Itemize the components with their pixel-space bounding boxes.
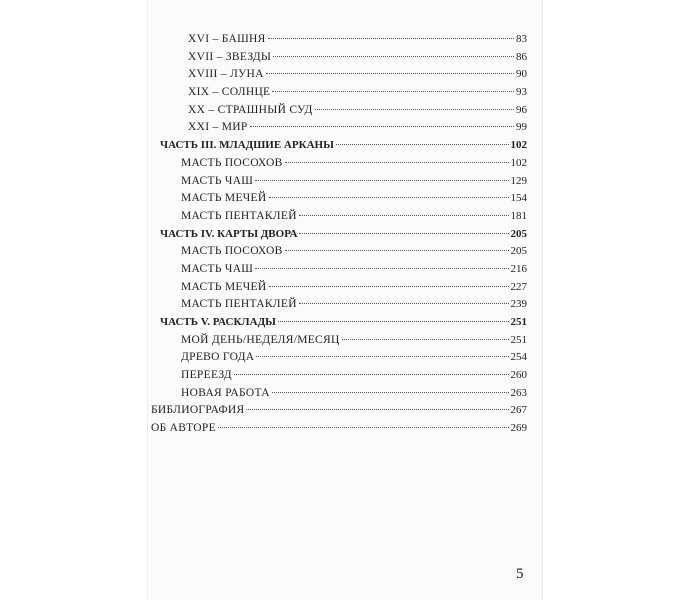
toc-entry-page: 83 bbox=[516, 33, 527, 45]
dot-leader bbox=[256, 356, 508, 357]
toc-entry-page: 86 bbox=[516, 50, 527, 63]
dot-leader bbox=[336, 144, 509, 145]
toc-entry-page: 96 bbox=[516, 103, 527, 116]
dot-leader bbox=[285, 250, 509, 251]
toc-entry-label: МАСТЬ МЕЧЕЙ bbox=[181, 280, 267, 293]
toc-entry-label: XVI – БАШНЯ bbox=[188, 33, 266, 45]
dot-leader bbox=[234, 374, 509, 375]
toc-entry bbox=[148, 334, 542, 352]
toc-entry-page: 251 bbox=[510, 316, 527, 328]
toc-entry-page: 99 bbox=[516, 121, 527, 134]
toc-entry-label: МАСТЬ ЧАШ bbox=[181, 262, 254, 275]
toc-entry-label: ОБ АВТОРЕ bbox=[151, 422, 216, 435]
toc-entry-page: 102 bbox=[510, 156, 527, 169]
toc-entry bbox=[148, 281, 542, 299]
toc-entry bbox=[148, 422, 542, 440]
dot-leader bbox=[255, 268, 508, 269]
toc-entry-page: 205 bbox=[510, 245, 527, 258]
toc-entry bbox=[148, 68, 542, 86]
toc-entry-page: 227 bbox=[510, 280, 527, 293]
toc-entry-label: ЧАСТЬ III. МЛАДШИЕ АРКАНЫ bbox=[160, 139, 334, 152]
dot-leader bbox=[285, 162, 509, 163]
toc-entry bbox=[148, 104, 542, 122]
dot-leader bbox=[268, 38, 514, 39]
dot-leader bbox=[299, 215, 509, 216]
toc-entry-page: 260 bbox=[510, 369, 527, 382]
toc-entry-label: МАСТЬ ПОСОХОВ bbox=[181, 245, 283, 258]
dot-leader bbox=[218, 427, 509, 428]
toc-entry bbox=[148, 387, 542, 405]
toc-entry-page: 263 bbox=[510, 386, 527, 399]
dot-leader bbox=[266, 73, 514, 74]
toc-entry-label: БИБЛИОГРАФИЯ bbox=[151, 404, 245, 417]
toc-entry-page: 102 bbox=[510, 139, 527, 152]
toc-entry-page: 239 bbox=[510, 298, 527, 311]
dot-leader bbox=[250, 126, 514, 127]
toc-entry-page: 251 bbox=[510, 333, 527, 346]
toc-entry-page: 254 bbox=[510, 351, 527, 364]
toc-entry bbox=[148, 404, 542, 422]
toc-entry bbox=[148, 175, 542, 193]
toc-entry bbox=[148, 298, 542, 316]
toc-entry-label: XVIII – ЛУНА bbox=[188, 68, 264, 81]
dot-leader bbox=[255, 180, 508, 181]
toc-entry-page: 93 bbox=[516, 86, 527, 99]
toc-entry-label: МАСТЬ ПЕНТАКЛЕЙ bbox=[181, 209, 297, 222]
toc-entry-label: ДРЕВО ГОДА bbox=[181, 351, 255, 364]
toc-entry-label: МОЙ ДЕНЬ/НЕДЕЛЯ/МЕСЯЦ bbox=[181, 333, 340, 346]
toc-entry bbox=[148, 157, 542, 175]
dot-leader bbox=[278, 321, 509, 322]
toc-entry-page: 154 bbox=[510, 192, 527, 205]
dot-leader bbox=[272, 91, 514, 92]
toc-entry-label: XIX – СОЛНЦЕ bbox=[188, 86, 271, 99]
toc-entry bbox=[148, 86, 542, 104]
toc-entry-label: НОВАЯ РАБОТА bbox=[181, 386, 270, 399]
page-number: 5 bbox=[516, 566, 524, 582]
toc-entry-page: 269 bbox=[510, 422, 527, 435]
toc-entry bbox=[148, 192, 542, 210]
book-page bbox=[148, 0, 542, 600]
dot-leader bbox=[269, 197, 509, 198]
toc-part-heading bbox=[148, 316, 542, 334]
toc-entry bbox=[148, 245, 542, 263]
toc-entry-page: 267 bbox=[510, 404, 527, 417]
dot-leader bbox=[269, 286, 509, 287]
toc-entry bbox=[148, 33, 542, 51]
toc-entry-page: 181 bbox=[510, 209, 527, 222]
toc-entry-label: ПЕРЕЕЗД bbox=[181, 369, 232, 382]
dot-leader bbox=[246, 409, 508, 410]
toc-part-heading bbox=[148, 228, 542, 246]
dot-leader bbox=[342, 339, 509, 340]
toc-entry-label: МАСТЬ ПОСОХОВ bbox=[181, 156, 283, 169]
toc-entry-page: 90 bbox=[516, 68, 527, 81]
toc-entry-label: XVII – ЗВЕЗДЫ bbox=[188, 50, 272, 63]
toc-entry-label: XXI – МИР bbox=[188, 121, 248, 134]
toc-entry-page: 216 bbox=[510, 262, 527, 275]
toc-entry-label: МАСТЬ МЕЧЕЙ bbox=[181, 192, 267, 205]
dot-leader bbox=[315, 109, 514, 110]
toc-entry-label: МАСТЬ ПЕНТАКЛЕЙ bbox=[181, 298, 297, 311]
toc-entry-page: 205 bbox=[510, 227, 527, 240]
toc-entry bbox=[148, 51, 542, 69]
dot-leader bbox=[299, 233, 508, 234]
toc-entry-page: 129 bbox=[510, 174, 527, 187]
dot-leader bbox=[272, 392, 509, 393]
toc-entry bbox=[148, 369, 542, 387]
toc-entry-label: МАСТЬ ЧАШ bbox=[181, 174, 254, 187]
dot-leader bbox=[299, 303, 509, 304]
toc-entry-label: ЧАСТЬ IV. КАРТЫ ДВОРА bbox=[160, 227, 298, 240]
toc-entry bbox=[148, 351, 542, 369]
toc-entry bbox=[148, 263, 542, 281]
toc-entry-label: XX – СТРАШНЫЙ СУД bbox=[188, 103, 313, 116]
dot-leader bbox=[273, 56, 514, 57]
toc-entry bbox=[148, 210, 542, 228]
toc-part-heading bbox=[148, 139, 542, 157]
table-of-contents bbox=[148, 33, 542, 440]
toc-entry-label: ЧАСТЬ V. РАСКЛАДЫ bbox=[160, 316, 276, 328]
toc-entry bbox=[148, 121, 542, 139]
